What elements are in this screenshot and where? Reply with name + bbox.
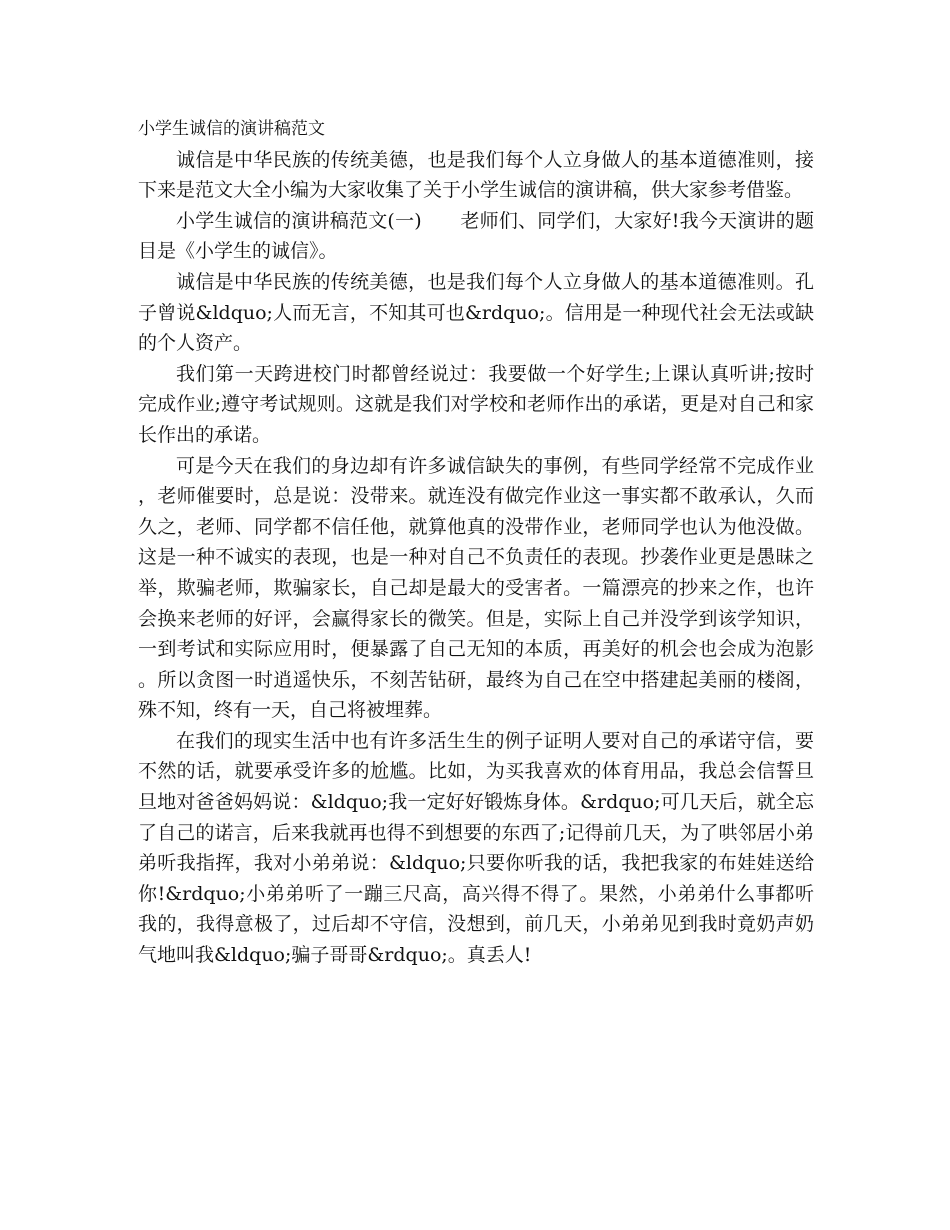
paragraph-personal-story: 在我们的现实生活中也有许多活生生的例子证明人要对自己的承诺守信，要不然的话，就要承受许多的尬尴。比如，为买我喜欢的体育用品，我总会信誓旦旦地对爸爸妈妈说：&ldquo;我一定好好锻炼身体。&rdquo;可几天后，就全忘了自己的诺言，后来我就再也得不到想要的东西了;记得前几天，为了哄邻居小弟弟听我指挥，我对小弟弟说：&ldquo;只要你听我的话，我把我家的布娃娃送给你!&rdquo;小弟弟听了一蹦三尺高，高兴得不得了。果然，小弟弟什么事都听我的，我得意极了，过后却不守信，没想到，前几天，小弟弟见到我时竟奶声奶气地叫我&ldquo;骗子哥哥&rdquo;。真丢人! [138, 729, 814, 967]
paragraph-dishonesty-examples: 可是今天在我们的身边却有许多诚信缺失的事例，有些同学经常不完成作业，老师催要时，总是说：没带来。就连没有做完作业这一事实都不敢承认，久而久之，老师、同学都不信任他，就算他真的没带作业，老师同学也认为他没做。这是一种不诚实的表现，也是一种对自己不负责任的表现。抄袭作业更是愚昧之举，欺骗老师，欺骗家长，自己却是最大的受害者。一篇漂亮的抄来之作，也许会换来老师的好评，会赢得家长的微笑。但是，实际上自己并没学到该学知识，一到考试和实际应用时，便暴露了自己无知的本质，再美好的机会也会成为泡影。所以贪图一时逍遥快乐，不刻苦钻研，最终为自己在空中搭建起美丽的楼阁，殊不知，终有一天，自己将被埋葬。 [138, 454, 814, 722]
document-page [138, 114, 814, 971]
paragraph-integrity-virtue: 诚信是中华民族的传统美德，也是我们每个人立身做人的基本道德准则。孔子曾说&ldquo;人而无言，不知其可也&rdquo;。信用是一种现代社会无法或缺的个人资产。 [138, 270, 814, 355]
document-title: 小学生诚信的演讲稿范文 [138, 119, 325, 139]
paragraph-speech-opening: 小学生诚信的演讲稿范文(一) 老师们、同学们，大家好!我今天演讲的题目是《小学生的诚信》。 [138, 209, 814, 263]
paragraph-intro: 诚信是中华民族的传统美德，也是我们每个人立身做人的基本道德准则，接下来是范文大全小编为大家收集了关于小学生诚信的演讲稿，供大家参考借鉴。 [138, 148, 814, 202]
paragraph-school-promise: 我们第一天跨进校门时都曾经说过：我要做一个好学生;上课认真听讲;按时完成作业;遵守考试规则。这就是我们对学校和老师作出的承诺，更是对自己和家长作出的承诺。 [138, 362, 814, 446]
